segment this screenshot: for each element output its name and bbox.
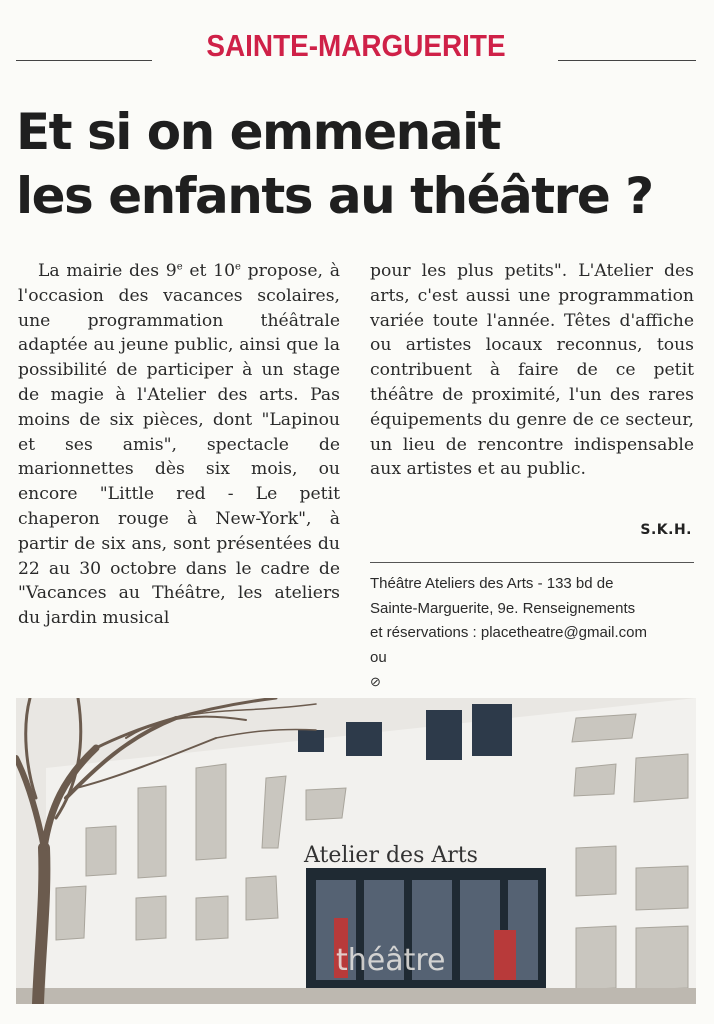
article-column-2 bbox=[370, 259, 694, 482]
superscript: e bbox=[176, 261, 183, 273]
phone-icon: ⊘ bbox=[370, 674, 381, 689]
headline-line-1: Et si on emmenait bbox=[16, 103, 501, 161]
sign-text: Atelier des Arts bbox=[304, 843, 478, 868]
article-column-1 bbox=[18, 259, 340, 631]
superscript: e bbox=[235, 261, 241, 273]
author-signature: S.K.H. bbox=[640, 522, 692, 538]
article-paragraph-1 bbox=[18, 259, 340, 631]
headline-line-2: les enfants au théâtre ? bbox=[16, 167, 653, 225]
body-text: et 10 bbox=[182, 261, 235, 281]
headline bbox=[16, 100, 706, 228]
window-text: théâtre bbox=[336, 943, 446, 978]
info-line-3: et réservations : placetheatre@gmail.com bbox=[370, 624, 648, 641]
info-divider bbox=[370, 562, 694, 563]
info-line-2: Sainte-Marguerite, 9e. Renseignements bbox=[370, 599, 636, 617]
section-header bbox=[16, 28, 696, 68]
article-paragraph-2: pour les plus petits". L'Atelier des arts, c'est aussi une programmation variée toute l'année. Têtes d'affiche ou artistes locaux reconnus, tous contribuent à faire de ce petit théâtre de proximité, l'un des rares équipements du genre de ce secteur, un lieu de rencontre indispensable aux artistes et au public. bbox=[370, 261, 694, 480]
info-line-1: Théâtre Ateliers des Arts - 133 bd de bbox=[370, 575, 614, 592]
body-text: La mairie des 9 bbox=[38, 261, 177, 281]
phone-prefix: ou bbox=[370, 648, 387, 666]
section-rule-right bbox=[558, 60, 696, 61]
section-name: SAINTE-MARGUERITE bbox=[206, 28, 506, 63]
theatre-photo bbox=[16, 698, 696, 1004]
body-text: propose, à l'occasion des vacances scolaires, une programmation théâtrale adaptée au jeune public, ainsi que la possibilité de participer à un stage de magie à l'Atelier des arts. Pas moins de six pièces, dont "Lapinou et ses amis", spectacle de marionnettes dès six mois, ou encore "Little red - Le petit chaperon rouge à New-York", à partir de six ans, sont présentées du 22 au 30 octobre dans le cadre de "Vacances au Théâtre, les ateliers du jardin musical bbox=[18, 261, 340, 629]
theatre-building-illustration bbox=[16, 698, 696, 1004]
info-box bbox=[370, 572, 700, 719]
